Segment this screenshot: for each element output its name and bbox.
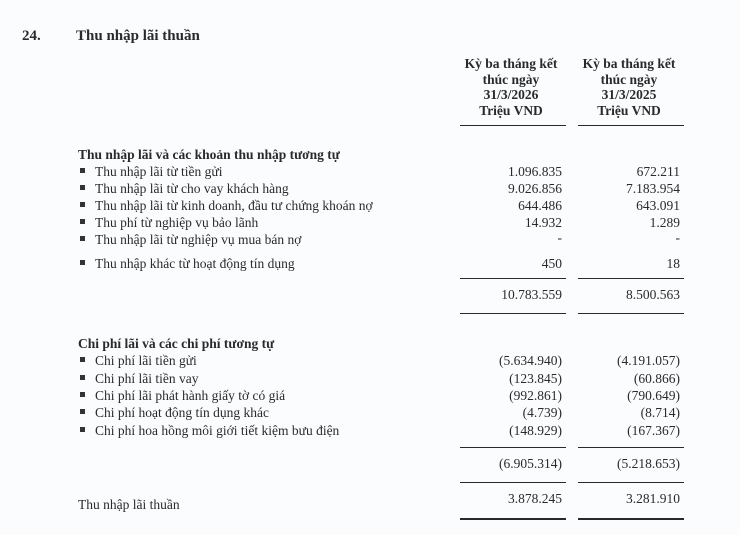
bullet-icon	[80, 219, 85, 224]
expense-value-2026: (992.861)	[509, 388, 562, 403]
income-value-2026: 1.096.835	[508, 164, 562, 179]
expense-item: Chi phí hoa hồng môi giới tiết kiệm bưu điện	[80, 423, 339, 439]
income-item: Thu nhập lãi từ cho vay khách hàng	[80, 181, 289, 197]
income-value-2025: 1.289	[649, 215, 680, 230]
expense-item: Chi phí lãi tiền vay	[80, 371, 199, 387]
net-interest-income-2026: 3.878.245	[508, 491, 562, 506]
expense-value-2026: (148.929)	[509, 423, 562, 438]
income-value-2025: 643.091	[636, 198, 680, 213]
expense-total-2026: (6.905.314)	[499, 456, 562, 471]
column-header-line2: thúc ngày	[600, 71, 658, 87]
subtotal-line	[578, 278, 684, 279]
expense-item: Chi phí lãi phát hành giấy tờ có giá	[80, 388, 285, 404]
expense-item: Chi phí hoạt động tín dụng khác	[80, 405, 269, 421]
double-underline	[460, 518, 566, 520]
income-item: Thu phí từ nghiệp vụ bảo lãnh	[80, 215, 258, 231]
income-item: Thu nhập khác từ hoạt động tín dụng	[80, 256, 295, 272]
bullet-icon	[80, 185, 85, 190]
income-value-2025: 18	[666, 256, 680, 271]
income-total-2025: 8.500.563	[626, 287, 680, 302]
bullet-icon	[80, 260, 85, 265]
income-value-2026: 14.932	[524, 215, 562, 230]
column-header-line1: Kỳ ba tháng kết	[582, 56, 676, 71]
income-value-2026: -	[557, 230, 562, 245]
total-line	[578, 313, 684, 314]
note-title: Thu nhập lãi thuần	[76, 28, 200, 44]
column-header-date: 31/3/2025	[601, 87, 657, 102]
column-header-2026	[456, 56, 566, 118]
header-underline	[578, 125, 684, 126]
income-item: Thu nhập lãi từ kinh doanh, đầu tư chứng khoán nợ	[80, 198, 373, 214]
income-value-2026: 644.486	[518, 198, 562, 213]
bullet-icon	[80, 168, 85, 173]
income-value-2026: 9.026.856	[508, 181, 562, 196]
income-section-title: Thu nhập lãi và các khoản thu nhập tương tự	[78, 147, 340, 162]
column-header-unit: Triệu VND	[597, 102, 661, 118]
expense-total-2025: (5.218.653)	[617, 456, 680, 471]
expense-value-2026: (4.739)	[522, 405, 562, 420]
income-value-2025: -	[675, 230, 680, 245]
bullet-icon	[80, 375, 85, 380]
column-header-unit: Triệu VND	[479, 102, 543, 118]
expense-section-title: Chi phí lãi và các chi phí tương tự	[78, 336, 275, 351]
income-total-2026: 10.783.559	[501, 287, 562, 302]
header-underline	[460, 125, 566, 126]
expense-value-2025: (790.649)	[627, 388, 680, 403]
bullet-icon	[80, 409, 85, 414]
income-value-2025: 672.211	[636, 164, 680, 179]
subtotal-line	[460, 447, 566, 448]
income-value-2026: 450	[541, 256, 562, 271]
income-value-2025: 7.183.954	[626, 181, 680, 196]
expense-value-2025: (4.191.057)	[617, 353, 680, 368]
expense-value-2025: (8.714)	[640, 405, 680, 420]
expense-value-2025: (60.866)	[633, 371, 680, 386]
note-number: 24.	[22, 28, 41, 44]
column-header-line1: Kỳ ba tháng kết	[464, 56, 558, 71]
subtotal-line	[460, 278, 566, 279]
subtotal-line	[578, 447, 684, 448]
column-header-line2: thúc ngày	[482, 71, 540, 87]
bullet-icon	[80, 427, 85, 432]
bullet-icon	[80, 392, 85, 397]
total-line	[460, 313, 566, 314]
income-item: Thu nhập lãi từ nghiệp vụ mua bán nợ	[80, 232, 301, 248]
column-header-date: 31/3/2026	[483, 87, 539, 102]
expense-item: Chi phí lãi tiền gửi	[80, 353, 197, 369]
bullet-icon	[80, 236, 85, 241]
net-interest-income-label: Thu nhập lãi thuần	[78, 497, 180, 512]
expense-value-2026: (123.845)	[509, 371, 562, 386]
income-item: Thu nhập lãi từ tiền gửi	[80, 164, 223, 180]
total-line	[578, 482, 684, 483]
expense-value-2025: (167.367)	[627, 423, 680, 438]
net-interest-income-2025: 3.281.910	[626, 491, 680, 506]
total-line	[460, 482, 566, 483]
expense-value-2026: (5.634.940)	[499, 353, 562, 368]
bullet-icon	[80, 357, 85, 362]
column-header-2025	[574, 56, 684, 118]
double-underline	[578, 518, 684, 520]
bullet-icon	[80, 202, 85, 207]
